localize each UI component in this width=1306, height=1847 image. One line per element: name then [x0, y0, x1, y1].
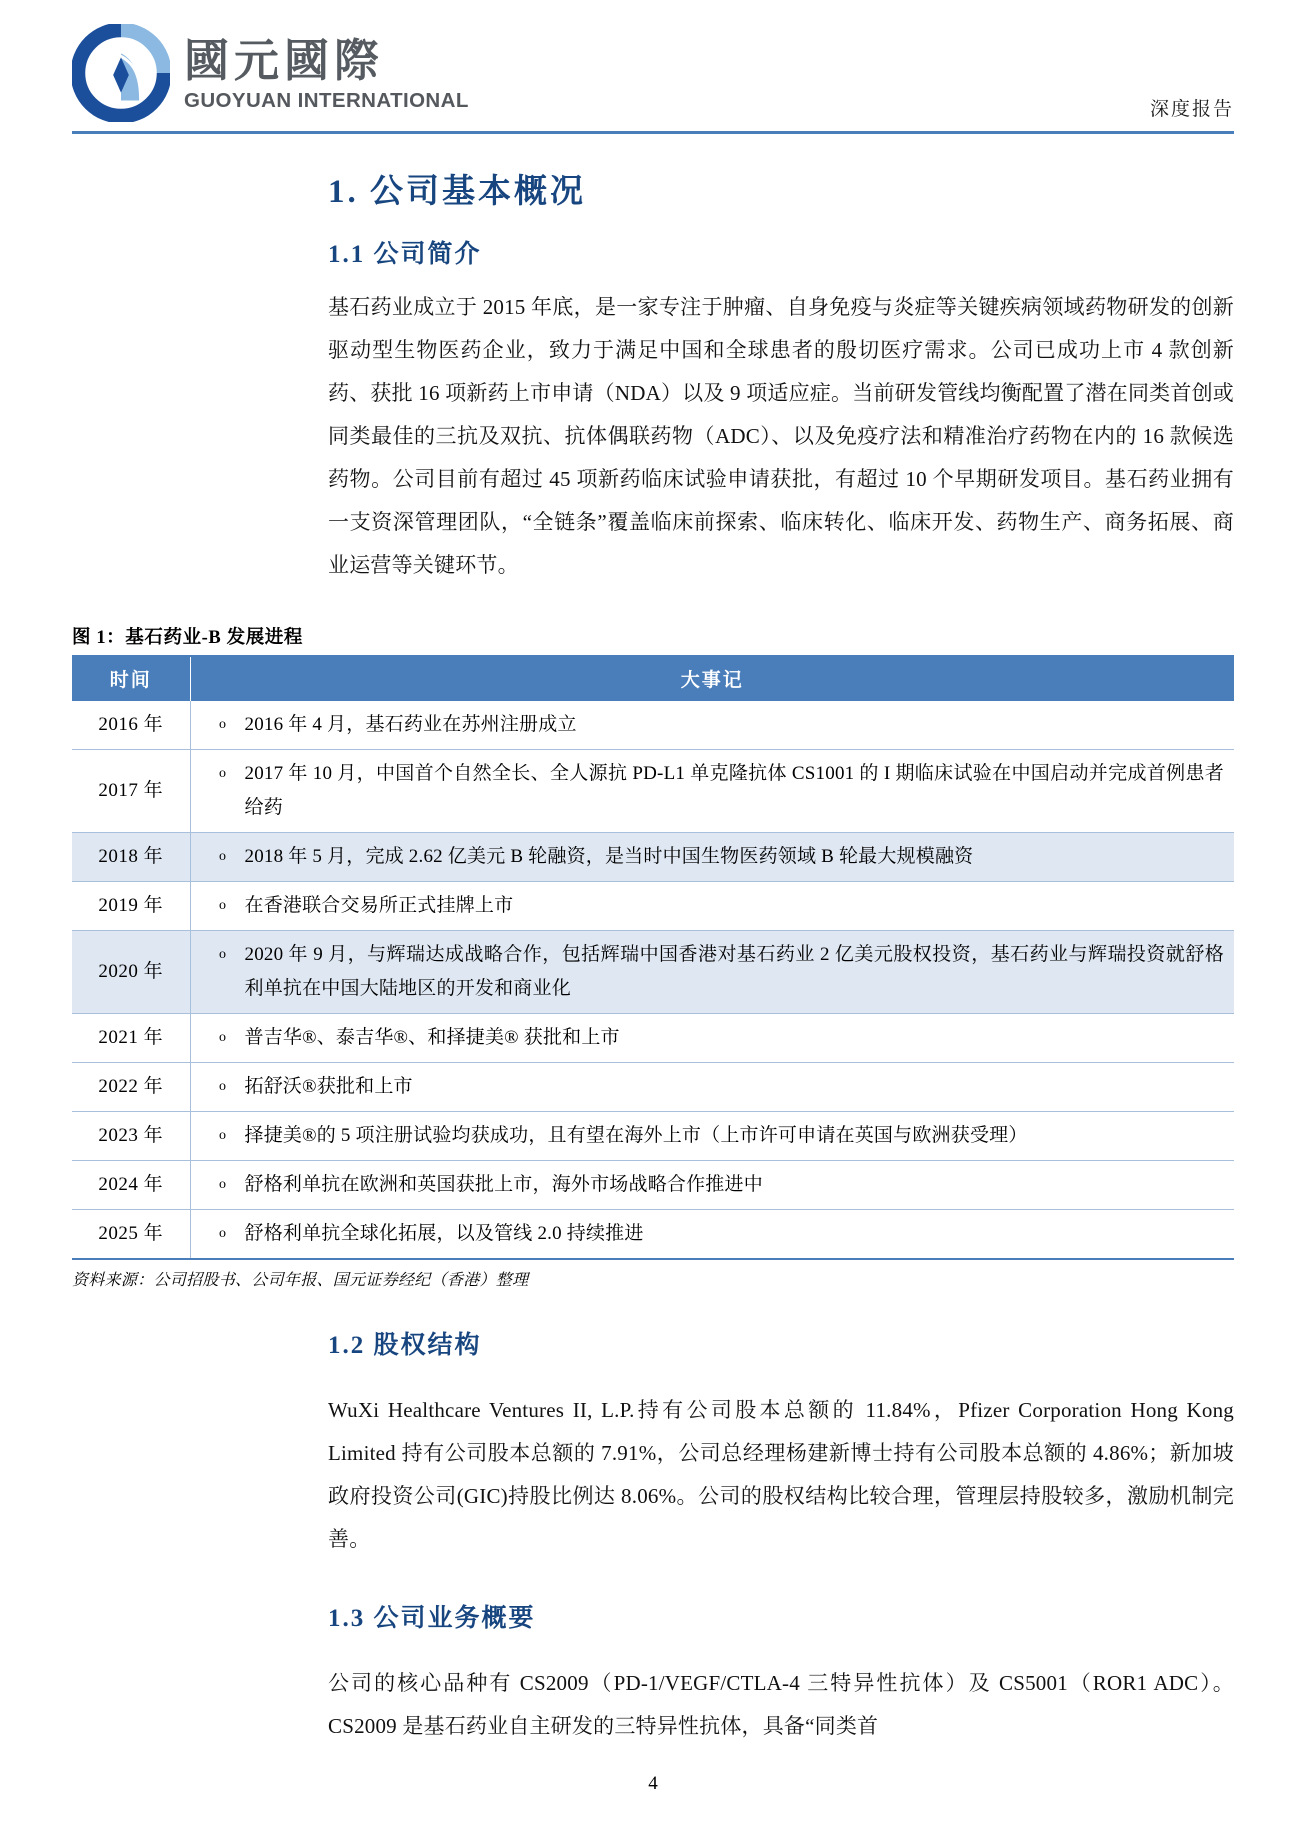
table-row	[72, 881, 1234, 930]
table-row	[72, 1111, 1234, 1160]
cell-year: 2025 年	[72, 1209, 190, 1259]
bullet-icon: o	[219, 765, 226, 781]
cell-event	[190, 1111, 1234, 1160]
event-text: 普吉华®、泰吉华®、和择捷美® 获批和上市	[244, 1026, 620, 1048]
cell-year: 2018 年	[72, 832, 190, 881]
cell-event	[190, 930, 1234, 1013]
cell-event	[190, 832, 1234, 881]
section-1-2-block	[328, 1328, 1234, 1748]
cell-event	[190, 1013, 1234, 1062]
heading-1-1: 1.1 公司简介	[328, 240, 482, 268]
bullet-icon: o	[219, 848, 226, 864]
paragraph-1-3: 公司的核心品种有 CS2009（PD-1/VEGF/CTLA-4 三特异性抗体）及 CS5001（ROR1 ADC）。CS2009 是基石药业自主研发的三特异性抗体，具备“同类首	[328, 1670, 1234, 1738]
bullet-icon: o	[219, 1225, 226, 1241]
table-row	[72, 1209, 1234, 1259]
table-row	[72, 1062, 1234, 1111]
table-row	[72, 832, 1234, 881]
table-row	[72, 1013, 1234, 1062]
cell-event	[190, 1209, 1234, 1259]
table-row	[72, 749, 1234, 832]
cell-event	[190, 749, 1234, 832]
column-header-time: 时间	[72, 656, 190, 701]
bullet-icon: o	[219, 897, 226, 913]
column-header-events: 大事记	[190, 656, 1234, 701]
cell-year: 2023 年	[72, 1111, 190, 1160]
heading-1-3: 1.3 公司业务概要	[328, 1604, 536, 1632]
table-row	[72, 1160, 1234, 1209]
paragraph-1-1: 基石药业成立于 2015 年底，是一家专注于肿瘤、自身免疫与炎症等关键疾病领域药物研发的创新驱动型生物医药企业，致力于满足中国和全球患者的殷切医疗需求。公司已成功上市 4 款创新药、获批 16 项新药上市申请（NDA）以及 9 项适应症。当前研发管线均衡配置了潜在同类首创或同类最佳的三抗及双抗、抗体偶联药物（ADC）、以及免疫疗法和精准治疗药物在内的 16 款候选药物。公司目前有超过 45 项新药临床试验申请获批，有超过 10 个早期研发项目。基石药业拥有一支资深管理团队，“全链条”覆盖临床前探索、临床转化、临床开发、药物生产、商务拓展、商业运营等关键环节。	[328, 294, 1234, 577]
bullet-icon: o	[219, 1078, 226, 1094]
event-text: 2020 年 9 月，与辉瑞达成战略合作，包括辉瑞中国香港对基石药业 2 亿美元股权投资，基石药业与辉瑞投资就舒格利单抗在中国大陆地区的开发和商业化	[244, 943, 1224, 999]
logo-chinese-name: 國元國際	[184, 34, 385, 86]
header-divider	[72, 131, 1234, 134]
cell-year: 2021 年	[72, 1013, 190, 1062]
table-body	[72, 701, 1234, 1259]
cell-event	[190, 701, 1234, 750]
cell-event	[190, 881, 1234, 930]
milestones-table	[72, 655, 1234, 1260]
event-text: 2018 年 5 月，完成 2.62 亿美元 B 轮融资，是当时中国生物医药领域 B 轮最大规模融资	[244, 845, 974, 867]
figure-1-source: 资料来源：公司招股书、公司年报、国元证券经纪（香港）整理	[72, 1271, 529, 1289]
page-content	[72, 170, 1234, 1748]
logo-wordmark	[184, 33, 469, 114]
section-1-block	[328, 170, 1234, 587]
paragraph-1-2: WuXi Healthcare Ventures II, L.P.持有公司股本总额的 11.84%，Pfizer Corporation Hong Kong Limited 持有公司股本总额的 7.91%，公司总经理杨建新博士持有公司股本总额的 4.86%；新加坡政府投资公司(GIC)持股比例达 8.06%。公司的股权结构比较合理，管理层持股较多，激励机制完善。	[328, 1397, 1234, 1551]
table-row	[72, 701, 1234, 750]
cell-year: 2022 年	[72, 1062, 190, 1111]
bullet-icon: o	[219, 946, 226, 962]
event-text: 舒格利单抗全球化拓展，以及管线 2.0 持续推进	[244, 1222, 644, 1244]
event-text: 舒格利单抗在欧洲和英国获批上市，海外市场战略合作推进中	[244, 1173, 763, 1195]
page-title: 1. 公司基本概况	[328, 174, 586, 210]
report-type-label: 深度报告	[1149, 99, 1234, 120]
page-header	[72, 0, 1234, 128]
bullet-icon: o	[219, 1176, 226, 1192]
table-header-row	[72, 656, 1234, 701]
table-header	[72, 656, 1234, 701]
guoyuan-logo-icon	[72, 24, 170, 122]
event-text: 2016 年 4 月，基石药业在苏州注册成立	[244, 713, 577, 735]
event-text: 在香港联合交易所正式挂牌上市	[244, 894, 514, 916]
cell-event	[190, 1160, 1234, 1209]
event-text: 拓舒沃®获批和上市	[244, 1075, 413, 1097]
heading-1-2: 1.2 股权结构	[328, 1331, 482, 1359]
bullet-icon: o	[219, 1127, 226, 1143]
cell-year: 2017 年	[72, 749, 190, 832]
cell-year: 2016 年	[72, 701, 190, 750]
logo-english-name: GUOYUAN INTERNATIONAL	[184, 88, 469, 112]
event-text: 择捷美®的 5 项注册试验均获成功，且有望在海外上市（上市许可申请在英国与欧洲获受理）	[244, 1124, 1028, 1146]
cell-year: 2019 年	[72, 881, 190, 930]
table-row	[72, 930, 1234, 1013]
cell-event	[190, 1062, 1234, 1111]
cell-year: 2020 年	[72, 930, 190, 1013]
company-logo	[72, 0, 469, 122]
bullet-icon: o	[219, 1029, 226, 1045]
figure-1-caption: 图 1：基石药业-B 发展进程	[72, 627, 304, 648]
cell-year: 2024 年	[72, 1160, 190, 1209]
bullet-icon: o	[219, 716, 226, 732]
event-text: 2017 年 10 月，中国首个自然全长、全人源抗 PD-L1 单克隆抗体 CS1001 的 I 期临床试验在中国启动并完成首例患者给药	[244, 762, 1224, 818]
page-number: 4	[648, 1773, 658, 1794]
